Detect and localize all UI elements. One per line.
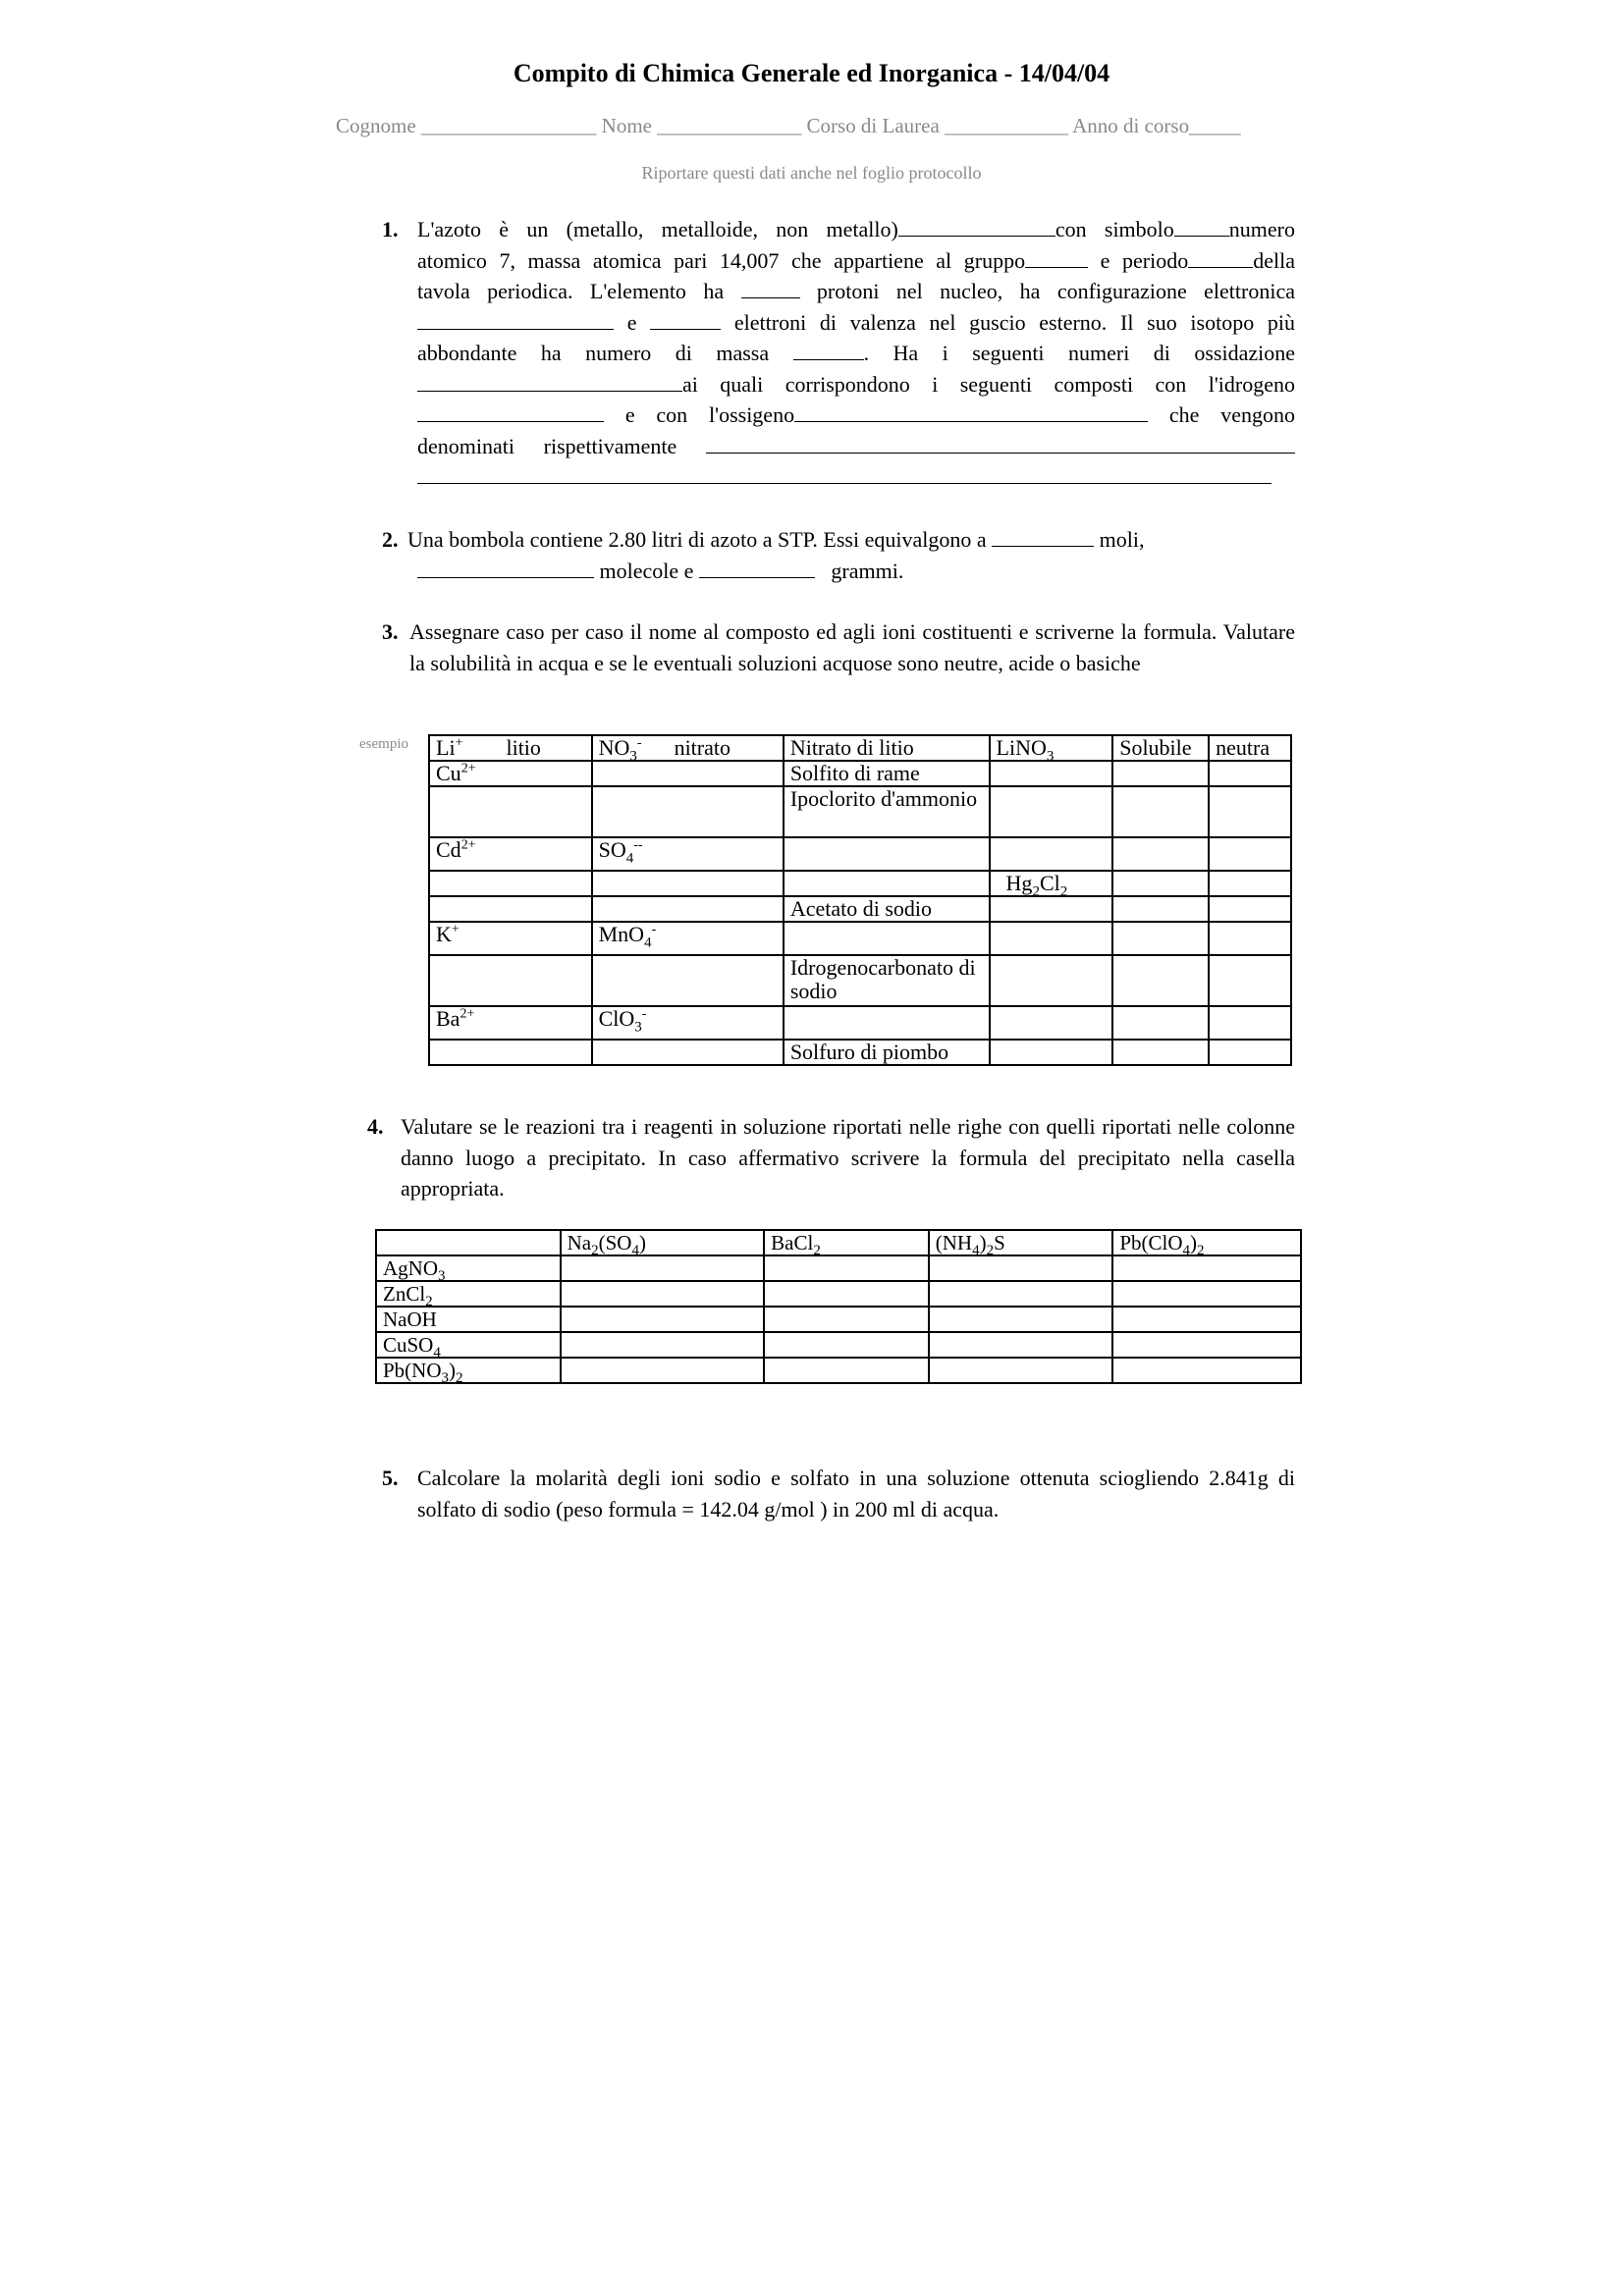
compound-cell: Acetato di sodio [784, 896, 990, 922]
table-row [429, 955, 1291, 1006]
table-row [429, 871, 1291, 896]
cation-cell: $Cd^{2+}$ [429, 837, 592, 871]
compound-cell: Ipoclorito d'ammonio [784, 786, 990, 837]
question-number: 1. [382, 217, 399, 241]
question-5: 5. Calcolare la molarità degli ioni sodio e solfato in una soluzione ottenuta sciogliendo 2.841g di solfato di sodio (peso formula = 142.04 g/mol ) in 200 ml di acqua. [382, 1463, 1295, 1524]
table-row [429, 786, 1291, 837]
column-header: BaCl$_2$ [764, 1230, 929, 1255]
formula-cell: $Hg_2Cl_2$ [990, 871, 1113, 896]
table-row [376, 1332, 1301, 1358]
anion-cell: ClO$_3$- [592, 1006, 784, 1040]
table-row [429, 837, 1291, 871]
table-row [429, 735, 1291, 761]
table-row [429, 761, 1291, 786]
compound-cell: Nitrato di litio [784, 735, 990, 761]
compound-cell: Idrogenocarbonato di sodio [784, 955, 990, 1006]
table-row [429, 922, 1291, 955]
row-header: CuSO$_4$ [376, 1332, 561, 1358]
page-title: Compito di Chimica Generale ed Inorganica - 14/04/04 [513, 59, 1110, 87]
header-note: Riportare questi dati anche nel foglio protocollo [641, 163, 982, 183]
question-4: 4. Valutare se le reazioni tra i reagenti in soluzione riportati nelle righe con quelli riportati nelle colonne danno luogo a precipitato. In caso affermativo scrivere la formula del precipitato nella casella appropriata. [367, 1111, 1295, 1204]
question-2: 2. Una bombola contiene 2.80 litri di azoto a STP. Essi equivalgono a moli, molecole e grammi. [382, 524, 1295, 586]
row-header: $Pb(NO_3)_2$ [376, 1358, 561, 1383]
question-1: 1. L'azoto è un (metallo, metalloide, non metallo) con simbolo numero atomico 7, massa atomica pari 14,007 che appartiene al gruppo e periodo della tavola periodica. L'elemento ha protoni nel nucleo, ha configurazione elettronica e elettroni di valenza nel guscio esterno. Il suo isotopo più abbondante ha numero di massa . Ha i seguenti numeri di ossidazione ai quali corrispondono i seguenti composti con l'idrogeno e con l'ossigeno che vengono denominati rispettivamente [382, 214, 1295, 493]
ph-cell: neutra [1209, 735, 1291, 761]
compound-cell: Solfito di rame [784, 761, 990, 786]
question-number: 5. [382, 1466, 399, 1490]
table-row [429, 1040, 1291, 1065]
question-number: 4. [367, 1114, 384, 1139]
table-row [376, 1358, 1301, 1383]
row-header: AgNO$_3$ [376, 1255, 561, 1281]
anion-cell: $NO_3^-$ nitrato [592, 735, 784, 761]
example-label: esempio [359, 736, 408, 752]
column-header: $Na_2(SO_4)$ [561, 1230, 765, 1255]
compound-cell: Solfuro di piombo [784, 1040, 990, 1065]
table-row [376, 1307, 1301, 1332]
anion-cell: MnO$_4$- [592, 922, 784, 955]
row-header: NaOH [376, 1307, 561, 1332]
table-row [429, 1006, 1291, 1040]
cation-cell: Li+ litio [429, 735, 592, 761]
question-number: 3. [382, 619, 399, 644]
anion-cell: $SO_4^{--}$ [592, 837, 784, 871]
question-3: 3. Assegnare caso per caso il nome al composto ed agli ioni costituenti e scriverne la formula. Valutare la solubilità in acqua e se le eventuali soluzioni acquose sono neutre, acide o basiche [382, 616, 1295, 678]
solubility-cell: Solubile [1112, 735, 1209, 761]
column-header: $Pb(ClO_4)_2$ [1112, 1230, 1301, 1255]
cation-cell: $Ba^{2+}$ [429, 1006, 592, 1040]
ions-table [428, 734, 1292, 1066]
question-number: 2. [382, 527, 399, 552]
table-row [376, 1255, 1301, 1281]
table-row [376, 1281, 1301, 1307]
column-header: $(NH_4)_2S$ [929, 1230, 1113, 1255]
formula-cell: LiNO$_3$ [990, 735, 1113, 761]
table-row [376, 1230, 1301, 1255]
table-row [429, 896, 1291, 922]
precipitate-table [375, 1229, 1302, 1387]
cation-cell: $Cu^{2+}$ [429, 761, 592, 786]
cation-cell: K+ [429, 922, 592, 955]
student-fields: Cognome _________________ Nome ______________ Corso di Laurea ____________ Anno di corso_____ [336, 114, 1241, 137]
row-header: ZnCl$_2$ [376, 1281, 561, 1307]
